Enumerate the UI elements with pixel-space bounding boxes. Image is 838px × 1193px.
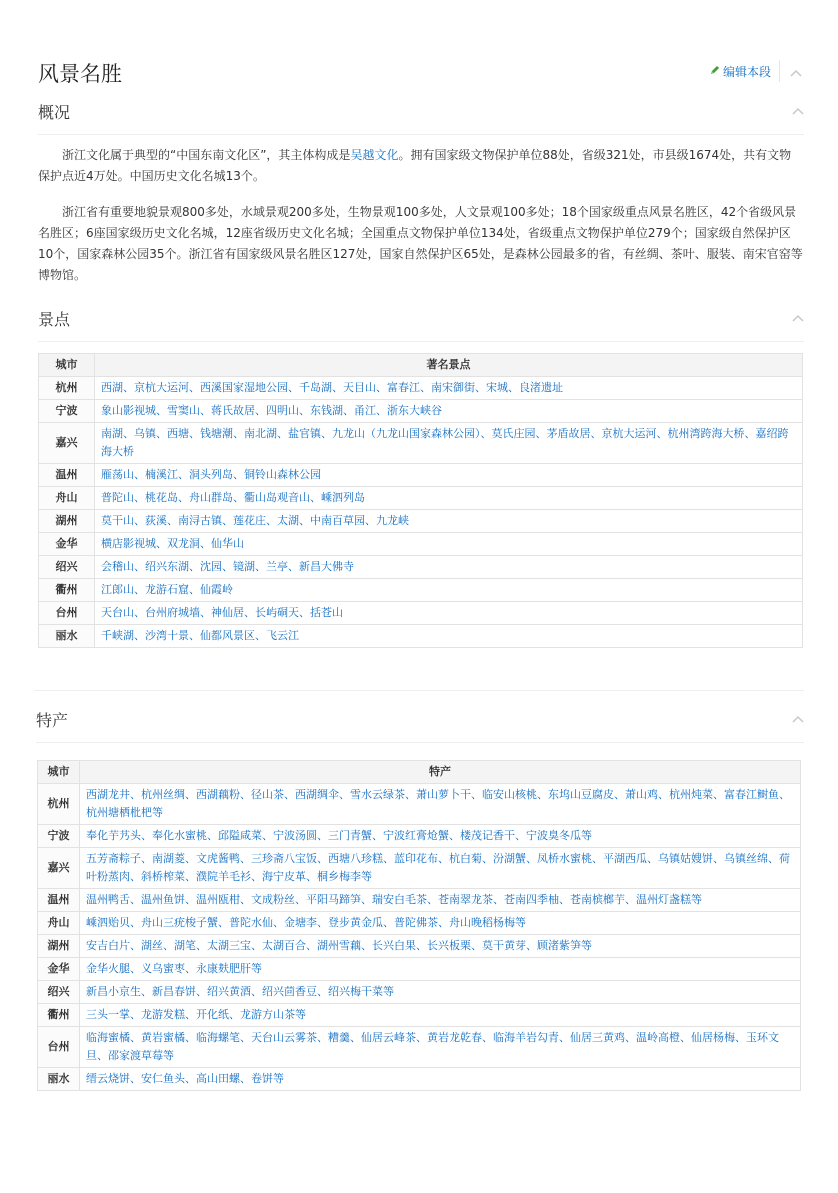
section-rule	[36, 742, 804, 743]
items-cell[interactable]: 五芳斋粽子、南湖菱、文虎酱鸭、三珍斋八宝饭、西塘八珍糕、蓝印花布、杭白菊、汾湖蟹、凤桥水蜜桃、平湖西瓜、乌镇姑嫂饼、乌镇丝绵、荷叶粉蒸肉、斜桥榨菜、濮院羊毛衫、海宁皮革、桐乡梅李等	[80, 848, 801, 889]
items-cell[interactable]: 莫干山、荻溪、南浔古镇、莲花庄、太湖、中南百草园、九龙峡	[95, 510, 803, 533]
table-row	[39, 556, 803, 579]
specialty-section-header	[36, 709, 804, 743]
items-cell[interactable]: 安吉白片、湖丝、湖笔、太湖三宝、太湖百合、湖州雪藕、长兴白果、长兴板栗、莫干黄芽、顾渚紫笋等	[80, 935, 801, 958]
table-header-row	[39, 354, 803, 377]
items-cell[interactable]: 临海蜜橘、黄岩蜜橘、临海螺笔、天台山云雾茶、糟羹、仙居云峰茶、黄岩龙乾春、临海羊岩勾青、仙居三黄鸡、温岭高橙、仙居杨梅、玉环文旦、邵家渡草莓等	[80, 1027, 801, 1068]
city-cell: 温州	[38, 889, 80, 912]
table-header-row	[38, 761, 801, 784]
scenic-heading: 景点	[38, 310, 71, 329]
table-row	[39, 510, 803, 533]
overview-heading: 概况	[38, 103, 71, 122]
table-row	[38, 1068, 801, 1091]
table-row	[38, 981, 801, 1004]
table-row	[38, 848, 801, 889]
table-row	[38, 958, 801, 981]
table-row	[39, 464, 803, 487]
specialty-heading: 特产	[36, 711, 69, 730]
city-cell: 嘉兴	[38, 848, 80, 889]
table-row	[38, 1004, 801, 1027]
section-rule	[38, 341, 804, 342]
edit-section-link[interactable]	[709, 64, 771, 80]
page-title: 风景名胜	[38, 62, 122, 86]
table-row	[38, 935, 801, 958]
wuyue-culture-link[interactable]: 吴越文化	[350, 148, 399, 162]
table-row	[38, 825, 801, 848]
city-cell: 舟山	[38, 912, 80, 935]
table-row	[39, 400, 803, 423]
items-cell[interactable]: 雁荡山、楠溪江、洞头列岛、铜铃山森林公园	[95, 464, 803, 487]
table-row	[39, 625, 803, 648]
overview-paragraph-2: 浙江省有重要地貌景观800多处，水域景观200多处，生物景观100多处，人文景观100多处；18个国家级重点风景名胜区，42个省级风景名胜区；6座国家级历史文化名城，12座省级历史文化名城；全国重点文物保护单位134处，省级重点文物保护单位279个；国家级自然保护区10个，国家森林公园35个。浙江省有国家级风景名胜区127处，国家自然保护区65处，是森林公园最多的省，有丝绸、茶叶、服装、南宋官窑等博物馆。	[38, 205, 803, 282]
city-cell: 台州	[39, 602, 95, 625]
city-cell: 丽水	[39, 625, 95, 648]
divider	[779, 60, 780, 82]
items-cell[interactable]: 南湖、乌镇、西塘、钱塘潮、南北湖、盐官镇、九龙山（九龙山国家森林公园）、莫氏庄园、茅盾故居、京杭大运河、杭州湾跨海大桥、嘉绍跨海大桥	[95, 423, 803, 464]
specialty-table	[37, 760, 801, 1091]
collapse-chevron-up-icon[interactable]	[792, 312, 804, 324]
city-cell: 舟山	[39, 487, 95, 510]
items-cell[interactable]: 千峡湖、沙湾十景、仙都风景区、飞云江	[95, 625, 803, 648]
col-city-header: 城市	[38, 761, 80, 784]
items-cell[interactable]: 温州鸭舌、温州鱼饼、温州瓯柑、文成粉丝、平阳马蹄笋、瑞安白毛茶、苍南翠龙茶、苍南四季柚、苍南槟榔芋、温州灯盏糕等	[80, 889, 801, 912]
city-cell: 宁波	[38, 825, 80, 848]
city-cell: 金华	[39, 533, 95, 556]
city-cell: 嘉兴	[39, 423, 95, 464]
table-row	[39, 377, 803, 400]
items-cell[interactable]: 金华火腿、义乌蜜枣、永康麸肥肝等	[80, 958, 801, 981]
city-cell: 衢州	[39, 579, 95, 602]
col-items-header: 特产	[80, 761, 801, 784]
table-row	[38, 1027, 801, 1068]
city-cell: 台州	[38, 1027, 80, 1068]
table-row	[39, 602, 803, 625]
items-cell[interactable]: 横店影视城、双龙洞、仙华山	[95, 533, 803, 556]
section-rule	[38, 134, 804, 135]
items-cell[interactable]: 西湖、京杭大运河、西溪国家湿地公园、千岛湖、天目山、富春江、南宋御街、宋城、良渚遗址	[95, 377, 803, 400]
pencil-icon	[709, 64, 721, 80]
items-cell[interactable]: 普陀山、桃花岛、舟山群岛、衢山岛观音山、嵊泗列岛	[95, 487, 803, 510]
overview-section-header	[38, 101, 804, 135]
city-cell: 丽水	[38, 1068, 80, 1091]
items-cell[interactable]: 新昌小京生、新昌春饼、绍兴黄酒、绍兴茴香豆、绍兴梅干菜等	[80, 981, 801, 1004]
overview-text: 浙江文化属于典型的“中国东南文化区”，其主体构成是	[62, 148, 351, 162]
city-cell: 杭州	[38, 784, 80, 825]
table-row	[38, 912, 801, 935]
items-cell[interactable]: 江郎山、龙游石窟、仙霞岭	[95, 579, 803, 602]
items-cell[interactable]: 天台山、台州府城墙、神仙居、长屿硐天、括苍山	[95, 602, 803, 625]
divider	[34, 690, 804, 691]
items-cell[interactable]: 三头一掌、龙游发糕、开化纸、龙游方山茶等	[80, 1004, 801, 1027]
collapse-chevron-up-icon[interactable]	[792, 713, 804, 725]
city-cell: 金华	[38, 958, 80, 981]
overview-paragraph-1	[38, 145, 803, 187]
table-row	[38, 889, 801, 912]
table-row	[39, 487, 803, 510]
items-cell[interactable]: 西湖龙井、杭州丝绸、西湖藕粉、径山茶、西湖绸伞、雪水云绿茶、萧山萝卜干、临安山核桃、东坞山豆腐皮、萧山鸡、杭州炖菜、富春江鲥鱼、杭州塘栖枇杷等	[80, 784, 801, 825]
table-row	[39, 423, 803, 464]
items-cell[interactable]: 缙云烧饼、安仁鱼头、高山田螺、卷饼等	[80, 1068, 801, 1091]
scenic-table	[38, 353, 803, 648]
overview-text: 。拥有国家级文物保护单位88处，省级321处，市县级1674处，共有文物保护点近4万处。中国历史文化名城13个。	[38, 148, 792, 183]
col-items-header: 著名景点	[95, 354, 803, 377]
col-city-header: 城市	[39, 354, 95, 377]
items-cell[interactable]: 会稽山、绍兴东湖、沈园、镜湖、兰亭、新昌大佛寺	[95, 556, 803, 579]
city-cell: 衢州	[38, 1004, 80, 1027]
table-row	[39, 533, 803, 556]
table-row	[38, 784, 801, 825]
collapse-chevron-up-icon[interactable]	[792, 105, 804, 117]
items-cell[interactable]: 嵊泗贻贝、舟山三疣梭子蟹、普陀水仙、金塘李、登步黄金瓜、普陀佛茶、舟山晚稻杨梅等	[80, 912, 801, 935]
scenic-section-header	[38, 308, 804, 342]
items-cell[interactable]: 奉化芋艿头、奉化水蜜桃、邱隘咸菜、宁波汤圆、三门青蟹、宁波红膏炝蟹、楼茂记香干、宁波臭冬瓜等	[80, 825, 801, 848]
city-cell: 湖州	[38, 935, 80, 958]
city-cell: 绍兴	[39, 556, 95, 579]
city-cell: 宁波	[39, 400, 95, 423]
city-cell: 湖州	[39, 510, 95, 533]
collapse-chevron-up-icon[interactable]	[790, 68, 802, 78]
edit-section-label: 编辑本段	[723, 65, 772, 79]
city-cell: 温州	[39, 464, 95, 487]
table-row	[39, 579, 803, 602]
city-cell: 杭州	[39, 377, 95, 400]
items-cell[interactable]: 象山影视城、雪窦山、蒋氏故居、四明山、东钱湖、甬江、浙东大峡谷	[95, 400, 803, 423]
city-cell: 绍兴	[38, 981, 80, 1004]
